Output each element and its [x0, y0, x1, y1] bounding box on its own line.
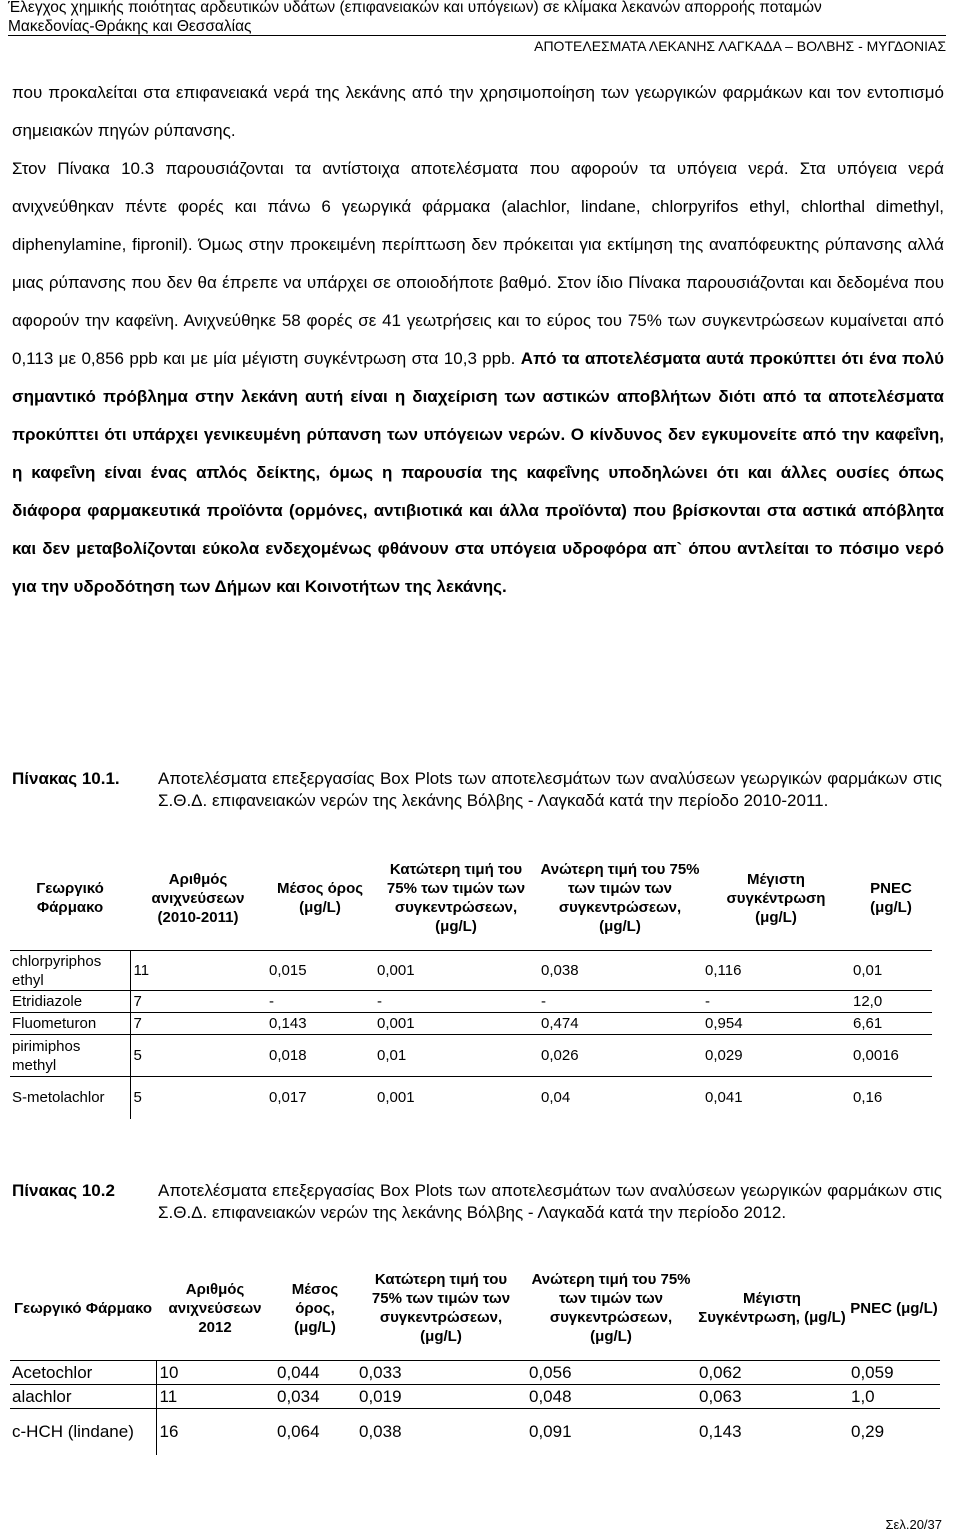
- table-cell: 5: [130, 1077, 266, 1119]
- table1-header-cell: Κατώτερη τιμή του 75% των τιμών των συγκεντρώσεων, (μg/L): [386, 861, 526, 935]
- table-cell: 5: [130, 1035, 266, 1077]
- table-cell: chlorpyriphos ethyl: [10, 951, 130, 991]
- table-cell: 0,015: [266, 951, 374, 991]
- table-cell: 16: [156, 1409, 274, 1455]
- table-cell: 0,044: [274, 1361, 356, 1385]
- table-cell: 0,001: [374, 951, 538, 991]
- table-cell: Acetochlor: [10, 1361, 156, 1385]
- table-row: [10, 991, 932, 1013]
- table-cell: -: [374, 991, 538, 1013]
- header-line-1: Έλεγχος χημικής ποιότητας αρδευτικών υδάτων (επιφανειακών και υπόγειων) σε κλίμακα λεκανών απορροής ποταμών: [8, 0, 822, 16]
- table-cell: 1,0: [848, 1385, 940, 1409]
- table-row: [10, 1385, 940, 1409]
- table-cell: 0,954: [702, 1013, 850, 1035]
- table-cell: 0,038: [356, 1409, 526, 1455]
- table-cell: 12,0: [850, 991, 932, 1013]
- header-line-2: Μακεδονίας-Θράκης και Θεσσαλίας: [8, 18, 252, 35]
- table2: [10, 1256, 940, 1455]
- header-rule: [8, 35, 946, 36]
- table1-header-row: [10, 846, 932, 951]
- table-cell: 0,0016: [850, 1035, 932, 1077]
- table2-header-cell: PNEC (μg/L): [850, 1299, 938, 1317]
- table2-header-cell: Αριθμός ανιχνεύσεων 2012: [168, 1280, 262, 1336]
- table1-caption: [12, 768, 946, 812]
- table-cell: 6,61: [850, 1013, 932, 1035]
- table2-caption-text: Αποτελέσματα επεξεργασίας Box Plots των αποτελεσμάτων των αναλύσεων γεωργικών φαρμάκων στις Σ.Θ.Δ. επιφανειακών νερών της λεκάνης Βόλβης - Λαγκαδά κατά την περίοδο 2012.: [158, 1181, 942, 1222]
- table-cell: 0,143: [696, 1409, 848, 1455]
- table2-header-cell: Κατώτερη τιμή του 75% των τιμών των συγκεντρώσεων, (μg/L): [371, 1271, 511, 1345]
- table-cell: 0,04: [538, 1077, 702, 1119]
- table-row: [10, 1409, 940, 1455]
- table-cell: 7: [130, 1013, 266, 1035]
- table2-caption: [12, 1180, 946, 1224]
- table-cell: 0,019: [356, 1385, 526, 1409]
- table-cell: 0,059: [848, 1361, 940, 1385]
- paragraph-2-plain: Στον Πίνακα 10.3 παρουσιάζονται τα αντίστοιχα αποτελέσματα που αφορούν τα υπόγεια νερά. Στα υπόγεια νερά ανιχνεύθηκαν πέντε φορές και πάνω 6 γεωργικά φάρμακα (alachlor, lindane, chlorpyrifos ethyl, chlorthal dimethyl, diphenylamine, fipronil). Όμως στην προκειμένη περίπτωση δεν πρόκειται για εκτίμηση της αναπόφευκτης ρύπανσης αλλά μιας ρύπανσης που δεν θα έπρεπε να υπάρχει σε οποιοδήποτε βαθμό. Στον ίδιο Πίνακα παρουσιάζονται και δεδομένα που αφορούν την καφεϊνη. Ανιχνεύθηκε 58 φορές σε 41 γεωτρήσεις και το εύρος του 75% των συγκεντρώσεων κυμαίνεται από 0,113 με 0,856 ppb και με μία μέγιστη συγκέντρωση στα 10,3 ppb.: [12, 159, 944, 368]
- table-cell: 0,01: [850, 951, 932, 991]
- table-row: [10, 1035, 932, 1077]
- table1-header-cell: Μέσος όρος (μg/L): [276, 880, 364, 916]
- table-cell: 0,038: [538, 951, 702, 991]
- table2-header-cell: Μέγιστη Συγκέντρωση, (μg/L): [698, 1290, 846, 1326]
- table-row: [10, 951, 932, 991]
- body-text: [12, 74, 944, 606]
- table-cell: 0,116: [702, 951, 850, 991]
- table-cell: 0,029: [702, 1035, 850, 1077]
- table2-label: Πίνακας 10.2: [12, 1181, 115, 1200]
- table-cell: 10: [156, 1361, 274, 1385]
- table-cell: 0,034: [274, 1385, 356, 1409]
- table-cell: pirimiphos methyl: [10, 1035, 130, 1077]
- table1-label: Πίνακας 10.1.: [12, 769, 120, 788]
- table-cell: 7: [130, 991, 266, 1013]
- table1-header-cell: Γεωργικό Φάρμακο: [36, 880, 104, 916]
- table-cell: 0,026: [538, 1035, 702, 1077]
- table-cell: -: [702, 991, 850, 1013]
- table-cell: 0,063: [696, 1385, 848, 1409]
- paragraph-1: που προκαλείται στα επιφανειακά νερά της λεκάνης από την χρησιμοποίηση των γεωργικών φαρμάκων και τον εντοπισμό σημειακών πηγών ρύπανσης.: [12, 83, 944, 140]
- table2-header-cell: Γεωργικό Φάρμακο: [13, 1299, 153, 1317]
- paragraph-2: [12, 150, 944, 606]
- table-cell: 0,001: [374, 1077, 538, 1119]
- table-row: [10, 1361, 940, 1385]
- table1-header-cell: Μέγιστη συγκέντρωση (μg/L): [726, 870, 826, 926]
- table-cell: 0,29: [848, 1409, 940, 1455]
- table-cell: 0,143: [266, 1013, 374, 1035]
- table-cell: 0,056: [526, 1361, 696, 1385]
- page-number: Σελ.20/37: [885, 1517, 942, 1532]
- table-cell: 0,041: [702, 1077, 850, 1119]
- table-cell: 0,017: [266, 1077, 374, 1119]
- table-cell: 11: [156, 1385, 274, 1409]
- table1-caption-text: Αποτελέσματα επεξεργασίας Box Plots των αποτελεσμάτων των αναλύσεων γεωργικών φαρμάκων στις Σ.Θ.Δ. επιφανειακών νερών της λεκάνης Βόλβης - Λαγκαδά κατά την περίοδο 2010-2011.: [158, 769, 942, 810]
- table-row: [10, 1077, 932, 1119]
- table-cell: 11: [130, 951, 266, 991]
- table-cell: c-HCH (lindane): [10, 1409, 156, 1455]
- table-cell: S-metolachlor: [10, 1077, 130, 1119]
- table-cell: 0,16: [850, 1077, 932, 1119]
- table-cell: 0,048: [526, 1385, 696, 1409]
- table-cell: alachlor: [10, 1385, 156, 1409]
- table-cell: 0,062: [696, 1361, 848, 1385]
- table2-header-cell: Ανώτερη τιμή του 75% των τιμών των συγκεντρώσεων, (μg/L): [531, 1271, 691, 1345]
- table1-header-cell: Αριθμός ανιχνεύσεων (2010-2011): [151, 870, 245, 926]
- table-cell: 0,091: [526, 1409, 696, 1455]
- table2-header-cell: Μέσος όρος, (μg/L): [291, 1280, 339, 1336]
- paragraph-2-bold: Από τα αποτελέσματα αυτά προκύπτει ότι ένα πολύ σημαντικό πρόβλημα στην λεκάνη αυτή είναι η διαχείριση των αστικών αποβλήτων διότι από τα αποτελέσματα προκύπτει ότι υπάρχει γενικευμένη ρύπανση των υπόγειων νερών. Ο κίνδυνος δεν εγκυμονείτε από την καφεΐνη, η καφεΐνη είναι ένας απλός δείκτης, όμως η παρουσία της καφεΐνης υποδηλώνει ότι και άλλες ουσίες όπως διάφορα φαρμακευτικά προϊόντα (ορμόνες, αντιβιοτικά και άλλα προϊόντα) που βρίσκονται στα αστικά απόβλητα και δεν μεταβολίζονται εύκολα ενδεχομένως φθάνουν στα υπόγεια υδροφόρα απ` όπου αντλείται το πόσιμο νερό για την υδροδότηση των Δήμων και Κοινοτήτων της λεκάνης.: [12, 349, 944, 596]
- table-cell: 0,064: [274, 1409, 356, 1455]
- table-row: [10, 1013, 932, 1035]
- table-cell: 0,01: [374, 1035, 538, 1077]
- table-cell: 0,001: [374, 1013, 538, 1035]
- table2-header-row: [10, 1256, 940, 1361]
- table-cell: -: [266, 991, 374, 1013]
- section-title: ΑΠΟΤΕΛΕΣΜΑΤΑ ΛΕΚΑΝΗΣ ΛΑΓΚΑΔΑ – ΒΟΛΒΗΣ - ΜΥΓΔΟΝΙΑΣ: [534, 38, 946, 54]
- table-cell: 0,033: [356, 1361, 526, 1385]
- table1-header-cell: Ανώτερη τιμή του 75% των τιμών των συγκεντρώσεων, (μg/L): [540, 861, 700, 935]
- table-cell: Fluometuron: [10, 1013, 130, 1035]
- table-cell: 0,474: [538, 1013, 702, 1035]
- running-header: [8, 0, 822, 36]
- table-cell: -: [538, 991, 702, 1013]
- table-cell: 0,018: [266, 1035, 374, 1077]
- table1: [10, 846, 932, 1119]
- table1-header-cell: PNEC (μg/L): [870, 880, 912, 916]
- table-cell: Etridiazole: [10, 991, 130, 1013]
